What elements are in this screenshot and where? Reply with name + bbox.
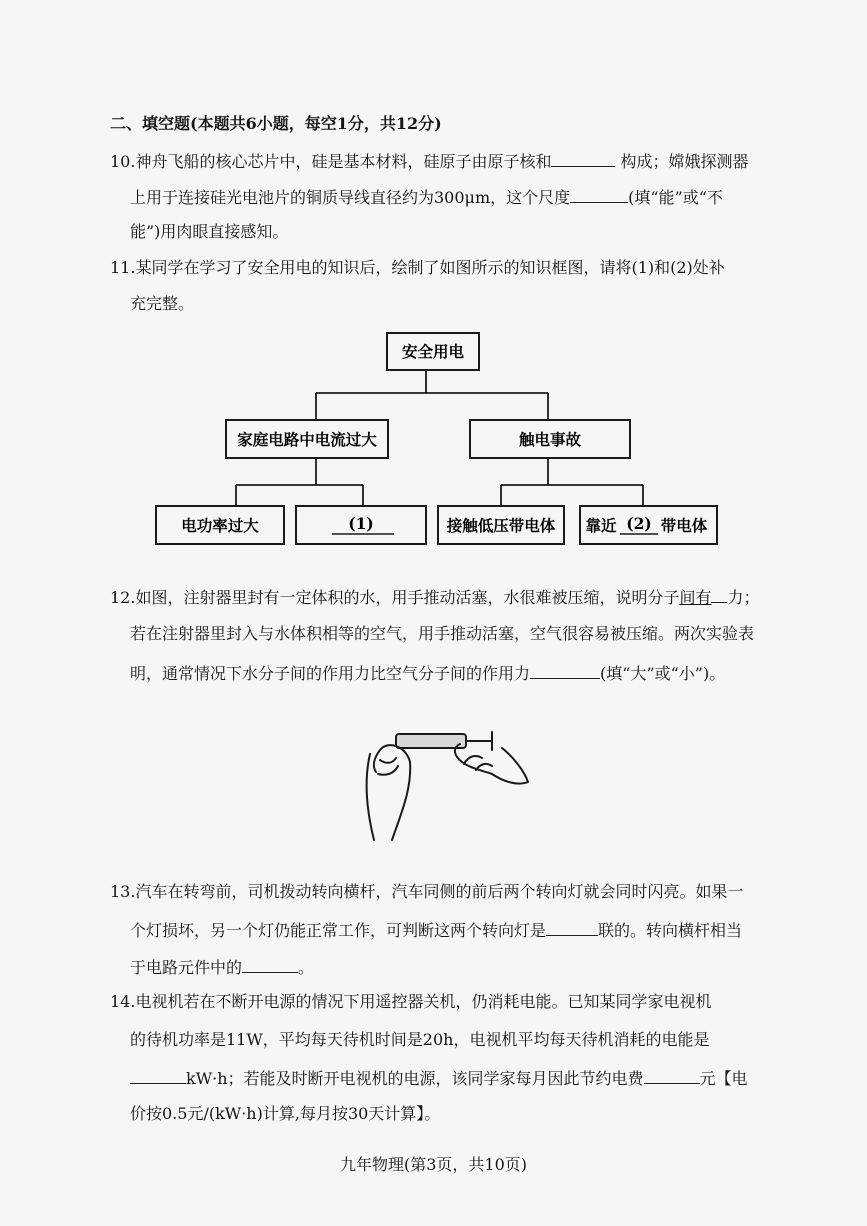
q11-line-2: 充完整。 [130,294,195,313]
q10-blank-1[interactable] [551,150,615,167]
section-title: 二、填空题(本题共6小题，每空1分，共12分) [110,114,442,133]
syringe-hands-illustration [352,720,532,848]
root-node [387,333,479,370]
q14-line-2: 的待机功率是11W，平均每天待机时间是20h，电视机平均每天待机消耗的电能是 [130,1030,710,1049]
q14-text-3b: 元【电 [699,1069,748,1088]
q14-line-3 [130,1067,748,1089]
q13-line-2 [130,919,742,941]
q14-text-3a: kW·h；若能及时断开电视机的电源，该同学家每月因此节约电费 [186,1069,644,1088]
q13-text-3a: 于电路元件中的 [130,958,243,977]
q10-text-1b: 构成；嫦娥探测器 [615,152,749,171]
q14-blank-2[interactable] [644,1067,700,1084]
q14-line-1: 14.电视机若在不断开电源的情况下用遥控器关机，仍消耗电能。已知某同学家电视机 [110,992,712,1011]
q12-line-2: 若在注射器里封入与水体积相等的空气，用手推动活塞，空气很容易被压缩。两次实验表 [130,624,755,643]
knowledge-diagram [150,328,730,550]
q10-line-2 [130,186,723,208]
q10-text-2a: 上用于连接硅光电池片的铜质导线直径约为300μm，这个尺度 [130,188,571,207]
q10-blank-2[interactable] [570,186,628,203]
q12-text-3b: (填“大”或“小”)。 [600,664,726,683]
q12-text-1a: 12.如图，注射器里封有一定体积的水，用手推动活塞，水很难被压缩，说明分子 [110,588,680,607]
left-branch-node [226,420,388,458]
q13-text-3b: 。 [298,958,315,977]
leaf-label-4b: (2) [626,514,652,533]
q12-line-1 [110,586,759,608]
root-label: 安全用电 [401,342,465,361]
right-branch-label: 触电事故 [518,430,582,449]
leaf-node-1 [156,506,284,544]
right-branch-node [470,420,630,458]
q13-text-2b: 联的。转向横杆相当 [598,921,743,940]
leaf-label-4a: 靠近 [585,516,617,535]
q10-line-1 [110,150,749,172]
leaf-node-2 [296,506,426,544]
leaf-label-3: 接触低压带电体 [446,516,556,535]
q13-blank-2[interactable] [242,956,298,973]
syringe-barrel [396,734,466,748]
left-branch-label: 家庭电路中电流过大 [237,430,377,449]
leaf-label-4c: 带电体 [660,516,708,535]
leaf-node-3 [438,506,564,544]
q12-text-1c: 力； [727,588,760,607]
q13-line-1: 13.汽车在转弯前，司机拨动转向横杆，汽车同侧的前后两个转向灯就会同时闪亮。如果一 [110,882,744,901]
left-hand [367,745,411,840]
page-footer: 九年物理(第3页，共10页) [339,1155,528,1174]
q11-line-1: 11.某同学在学习了安全用电的知识后，绘制了如图所示的知识框图，请将(1)和(2)处补 [110,258,725,277]
q10-line-3: 能”)用肉眼直接感知。 [130,222,289,241]
leaf-label-2: (1) [348,514,374,533]
q13-blank-1[interactable] [546,919,598,936]
leaf-node-4 [580,506,717,544]
q10-text-2b: (填“能”或“不 [628,188,723,207]
q14-line-4: 价按0.5元/(kW·h)计算,每月按30天计算】。 [130,1104,441,1123]
q12-text-3a: 明，通常情况下水分子间的作用力比空气分子间的作用力 [130,664,531,683]
q12-line-3 [130,662,725,684]
q14-blank-1[interactable] [130,1067,186,1084]
q13-line-3 [130,956,314,978]
q12-blank-2[interactable] [530,662,600,679]
q12-filled-answer: 间有 [679,588,712,607]
q12-blank-1[interactable] [711,586,727,603]
leaf-label-1: 电功率过大 [181,516,259,535]
q13-text-2a: 个灯损坏，另一个灯仍能正常工作，可判断这两个转向灯是 [130,921,547,940]
q10-text-1a: 10.神舟飞船的核心芯片中，硅是基本材料，硅原子由原子核和 [110,152,552,171]
